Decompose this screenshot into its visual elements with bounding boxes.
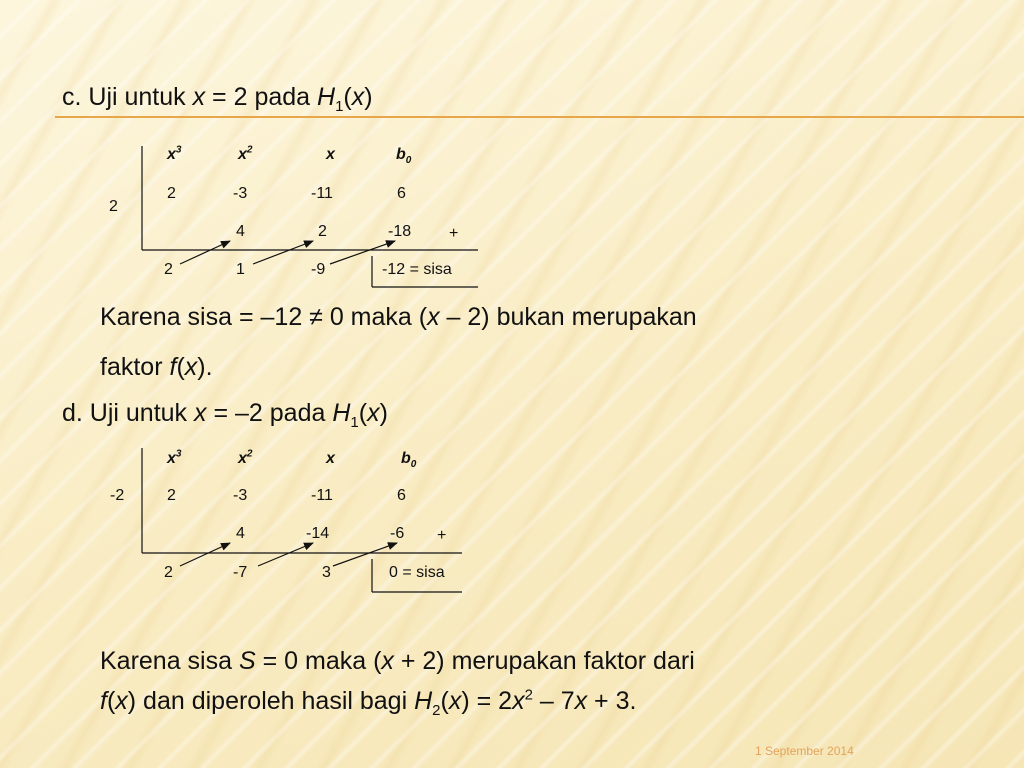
- d-r1-c1: 2: [167, 487, 176, 504]
- d-header-b0: $b_0$: [401, 450, 417, 471]
- d-r1-c3: -11: [311, 487, 333, 504]
- c-r2-c3: 2: [318, 223, 327, 240]
- c-header-b0: $b_0$: [396, 146, 412, 167]
- section-d-var-x: x: [194, 399, 207, 427]
- section-c-eq: = 2 pada: [205, 83, 318, 111]
- c-r1-c4: 6: [397, 185, 406, 202]
- c-plus-sign: +: [449, 225, 459, 242]
- section-c-prefix: c. Uji untuk: [62, 83, 193, 111]
- d-conclusion-line1: Karena sisa S = 0 maka (x + 2) merupakan faktor dari: [100, 647, 695, 675]
- section-c-paren-close: ): [364, 83, 373, 111]
- c-r3-c3: -9: [311, 261, 326, 278]
- section-c-h-sub: 1: [335, 98, 344, 115]
- c-r1-c3: -11: [311, 185, 333, 202]
- d-header-x2: $x^2$: [238, 448, 253, 467]
- c-r1-c1: 2: [167, 185, 176, 202]
- section-c-h: H: [317, 83, 336, 111]
- section-c-paren-x: x: [351, 83, 365, 111]
- c-r1-c2: -3: [233, 185, 248, 202]
- d-r3-c1: 2: [164, 564, 173, 581]
- c-conclusion-line2: faktor f(x).: [100, 353, 213, 381]
- section-d-h: H: [332, 399, 351, 427]
- d-r1-c4: 6: [397, 487, 406, 504]
- c-r2-c2: 4: [236, 223, 245, 240]
- c-header-x3: $x^3$: [167, 144, 182, 163]
- c-header-x: x: [326, 146, 335, 163]
- footer-date: 1 September 2014: [755, 744, 854, 758]
- d-r3-c3: 3: [322, 564, 331, 581]
- c-arrow-3: [330, 241, 395, 264]
- d-r1-c2: -3: [233, 487, 248, 504]
- section-d-prefix: d. Uji untuk: [62, 399, 195, 427]
- section-d-h-sub: 1: [350, 414, 359, 431]
- c-conclusion-line1: Karena sisa = –12 ≠ 0 maka (x – 2) bukan merupakan: [100, 303, 697, 331]
- d-arrow-1: [180, 543, 230, 566]
- d-r3-c2: -7: [233, 564, 248, 581]
- d-plus-sign: +: [437, 527, 447, 544]
- c-arrow-1: [180, 241, 230, 264]
- d-arrow-3: [333, 543, 397, 566]
- section-d-paren-x: x: [367, 399, 380, 427]
- d-r2-c4: -6: [390, 525, 405, 542]
- c-r3-c2: 1: [236, 261, 245, 278]
- d-arrow-2: [258, 543, 313, 566]
- c-arrow-2: [253, 241, 313, 264]
- c-divisor: 2: [109, 198, 118, 215]
- section-c-var-x: x: [192, 83, 206, 111]
- d-r2-c3: -14: [306, 525, 330, 542]
- d-remainder: 0 = sisa: [389, 564, 445, 581]
- d-header-x3: $x^3$: [167, 448, 182, 467]
- d-conclusion-line2: f(x) dan diperoleh hasil bagi $H_2(x) = 2x^2 - 7x + 3$.: [100, 686, 637, 719]
- c-header-x2: $x^2$: [238, 144, 253, 163]
- d-header-x: x: [326, 450, 335, 467]
- d-r2-c2: 4: [236, 525, 245, 542]
- section-c-paren-open: (: [343, 83, 352, 111]
- c-remainder: -12 = sisa: [382, 261, 452, 278]
- section-d-paren-open: (: [358, 399, 368, 427]
- section-d-paren-close: ): [379, 399, 388, 427]
- c-r2-c4: -18: [388, 223, 412, 240]
- d-divisor: -2: [110, 487, 125, 504]
- c-r3-c1: 2: [164, 261, 173, 278]
- section-d-eq: = –2 pada: [206, 399, 333, 427]
